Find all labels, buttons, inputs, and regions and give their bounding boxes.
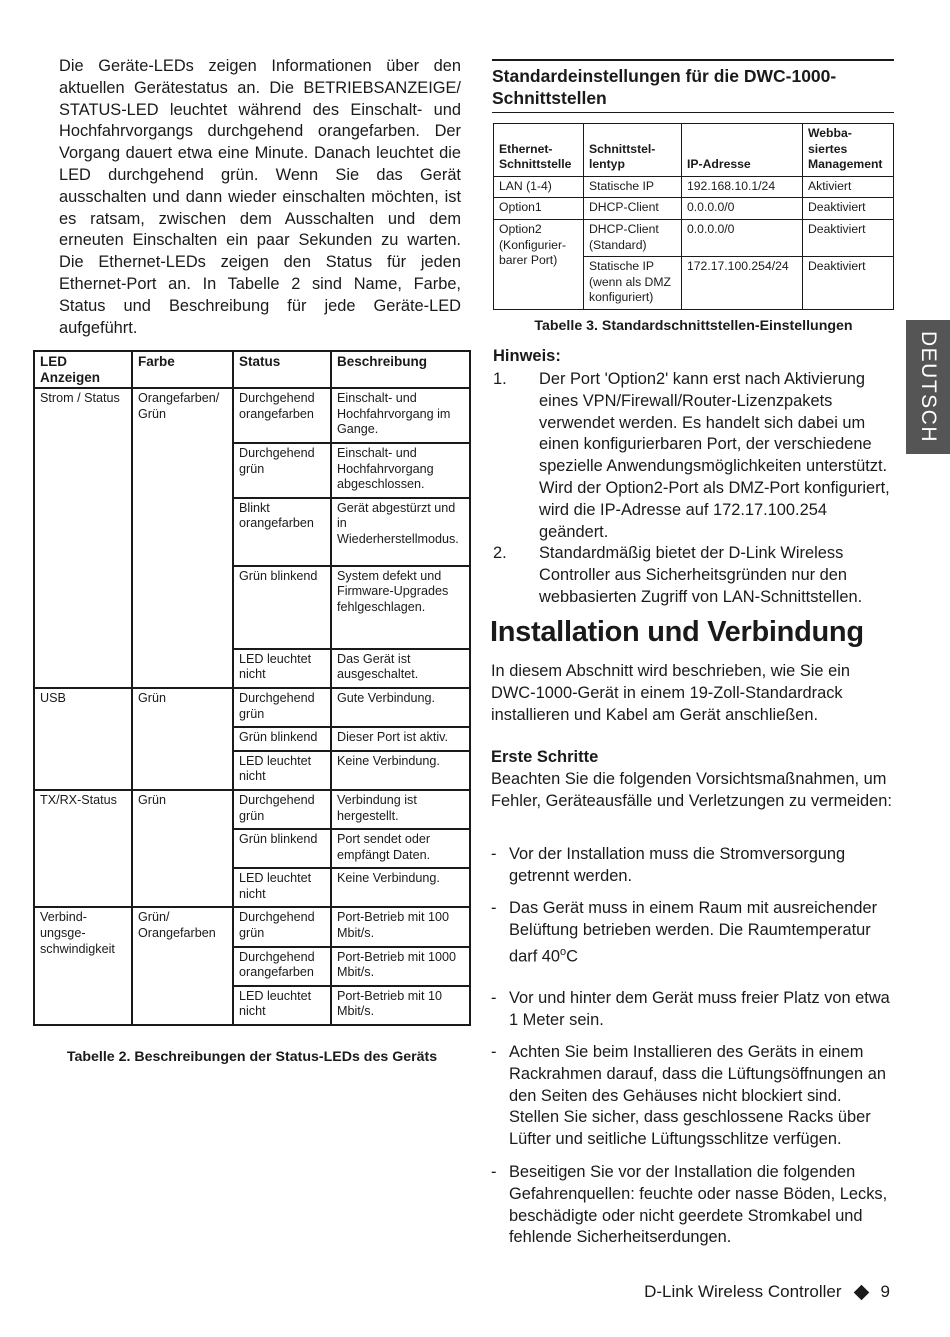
iface-type: DHCP-Client [584, 198, 682, 220]
led-name: Strom / Status [34, 388, 132, 688]
list-text: Vor der Installation muss die Stromversorgung getrennt werden. [509, 845, 846, 885]
table-row [494, 176, 894, 198]
table-row [494, 198, 894, 220]
led-description: System defekt und Firmware-Upgrades fehlgeschlagen. [331, 566, 470, 649]
led-color: Orangefarben/ Grün [132, 388, 233, 688]
list-item: - Das Gerät muss in einem Raum mit ausreichender Belüftung betrieben werden. Die Raumtemperatur darf 40$^o$C [491, 898, 895, 968]
installation-heading: Installation und Verbindung [490, 616, 864, 648]
language-tab-label: DEUTSCH [917, 330, 941, 444]
first-steps-intro: Beachten Sie die folgenden Vorsichtsmaßnahmen, um Fehler, Geräteausfälle und Verletzungen zu vermeiden: [491, 770, 892, 810]
list-item: - Beseitigen Sie vor der Installation die folgenden Gefahrenquellen: feuchte oder nasse Böden, Lecks, beschädigte oder nicht geerdete Stromkabel und fehlende Sicherheitserdungen. [491, 1162, 895, 1249]
table-row [34, 688, 470, 727]
led-description: Einschalt- und Hochfahrvorgang im Gange. [331, 388, 470, 443]
table-header-row [494, 124, 894, 177]
list-text: Standardmäßig bietet der D-Link Wireless Controller aus Sicherheitsgründen nur den webbasierten Zugriff von LAN-Schnittstellen. [539, 544, 863, 606]
led-color: Grün/ Orangefarben [132, 907, 233, 1025]
iface-web: Deaktiviert [803, 219, 894, 256]
iface-name: Option2 (Konfigurier-barer Port) [494, 219, 584, 309]
iface-type: Statische IP [584, 176, 682, 198]
list-item [493, 369, 893, 543]
iface-web: Deaktiviert [803, 257, 894, 310]
table-row [494, 219, 894, 256]
header-type: Schnittstel-lentyp [584, 124, 682, 177]
led-status: Durchgehend grün [233, 907, 331, 946]
page-footer [644, 1282, 890, 1302]
header-web-management: Webba-siertes Management [803, 124, 894, 177]
iface-type: Statische IP (wenn als DMZ konfiguriert) [584, 257, 682, 310]
list-item: - Vor und hinter dem Gerät muss freier Platz von etwa 1 Meter sein. [491, 988, 895, 1032]
led-status: Durchgehend grün [233, 790, 331, 829]
led-status: Grün blinkend [233, 727, 331, 751]
list-text: Der Port 'Option2' kann erst nach Aktivierung eines VPN/Firewall/Router-Lizenzpakets verwendet werden. Es handelt sich dabei um einen konfigurierbaren Port, der verschiedene spezielle Anwendungsmöglichkeiten unterstützt. Wird der Option2-Port als DMZ-Port konfiguriert, wird die IP-Adresse auf 172.17.100.254 geändert. [539, 370, 890, 541]
led-color: Grün [132, 688, 233, 790]
list-number: 1. [493, 370, 507, 388]
led-description: Keine Verbindung. [331, 868, 470, 907]
led-description: Gute Verbindung. [331, 688, 470, 727]
iface-ip: 0.0.0.0/0 [682, 219, 803, 256]
list-item: - Achten Sie beim Installieren des Geräts in einem Rackrahmen darauf, dass die Lüftungsöffnungen an den Seiten des Gehäuses nicht blockiert sind. Stellen Sie sicher, dass geschlossene Racks über Lüfter und seitliche Lüftungsschlitze verfügen. [491, 1042, 895, 1151]
led-name: TX/RX-Status [34, 790, 132, 908]
page-number: 9 [880, 1282, 890, 1301]
degree-superscript: o [560, 945, 567, 958]
led-status: Grün blinkend [233, 566, 331, 649]
iface-ip: 0.0.0.0/0 [682, 198, 803, 220]
header-color: Farbe [132, 351, 233, 388]
list-text: Vor und hinter dem Gerät muss freier Platz von etwa 1 Meter sein. [509, 989, 890, 1029]
led-status: Durchgehend grün [233, 443, 331, 498]
led-description: Einschalt- und Hochfahrvorgang abgeschlossen. [331, 443, 470, 498]
led-status: LED leuchtet nicht [233, 986, 331, 1025]
header-interface: Ethernet-Schnittstelle [494, 124, 584, 177]
table-3-caption: Tabelle 3. Standardschnittstellen-Einstellungen [534, 318, 853, 334]
iface-web: Deaktiviert [803, 198, 894, 220]
table-header-row [34, 351, 470, 388]
iface-web: Aktiviert [803, 176, 894, 198]
section-title: Standardeinstellungen für die DWC-1000-Schnittstellen [492, 59, 894, 113]
table-2-caption: Tabelle 2. Beschreibungen der Status-LEDs des Geräts [66, 1049, 438, 1065]
led-name: USB [34, 688, 132, 790]
table-row [34, 790, 470, 829]
header-led: LED Anzeigen [34, 351, 132, 388]
led-status: Blinkt orangefarben [233, 498, 331, 566]
led-description: Gerät abgestürzt und in Wiederherstellmodus. [331, 498, 470, 566]
led-description: Port-Betrieb mit 100 Mbit/s. [331, 907, 470, 946]
header-status: Status [233, 351, 331, 388]
led-status: LED leuchtet nicht [233, 868, 331, 907]
iface-type: DHCP-Client (Standard) [584, 219, 682, 256]
intro-paragraph: Die Geräte-LEDs zeigen Informationen über den aktuellen Gerätestatus an. Die BETRIEBSANZEIGE/ STATUS-LED leuchtet während des Einschalt- und Hochfahrvorgangs durchgehend orangefarben. Der Vorgang dauert etwa eine Minute. Danach leuchtet die LED durchgehend grün. Wenn Sie das Gerät ausschalten und dann wieder einschalten möchten, ist es ratsam, zwischen dem Ausschalten und dem erneuten Einschalten ein paar Sekunden zu warten. Die Ethernet-LEDs zeigen den Status für jeden Ethernet-Port an. In Tabelle 2 sind Name, Farbe, Status und Beschreibung für jede Geräte-LED aufgeführt. [59, 57, 461, 337]
list-text: Beseitigen Sie vor der Installation die folgenden Gefahrenquellen: feuchte oder nasse Böden, Lecks, beschädigte oder nicht geerdete Stromkabel und fehlende Sicherheitserdungen. [509, 1163, 888, 1247]
led-status: Durchgehend orangefarben [233, 388, 331, 443]
led-status: Durchgehend orangefarben [233, 947, 331, 986]
led-description: Port sendet oder empfängt Daten. [331, 829, 470, 868]
interface-table [493, 123, 894, 310]
temperature-unit: C [566, 947, 578, 966]
note-list [493, 369, 893, 609]
led-status-table [33, 350, 471, 1026]
header-ip: IP-Adresse [682, 124, 803, 177]
led-description: Das Gerät ist ausgeschaltet. [331, 649, 470, 688]
table-row [34, 907, 470, 946]
led-description: Keine Verbindung. [331, 751, 470, 790]
iface-ip: 172.17.100.254/24 [682, 257, 803, 310]
footer-product: D-Link Wireless Controller [644, 1282, 842, 1301]
led-description: Port-Betrieb mit 1000 Mbit/s. [331, 947, 470, 986]
diamond-icon [853, 1284, 869, 1300]
table-row [34, 388, 470, 443]
installation-intro: In diesem Abschnitt wird beschrieben, wie Sie ein DWC-1000-Gerät in einem 19-Zoll-Standardrack installieren und Kabel am Gerät anschließen. [491, 662, 850, 724]
led-description: Port-Betrieb mit 10 Mbit/s. [331, 986, 470, 1025]
led-status: LED leuchtet nicht [233, 649, 331, 688]
led-description: Verbindung ist hergestellt. [331, 790, 470, 829]
led-status: Durchgehend grün [233, 688, 331, 727]
note-title: Hinweis: [493, 347, 561, 365]
led-status: LED leuchtet nicht [233, 751, 331, 790]
iface-ip: 192.168.10.1/24 [682, 176, 803, 198]
led-name: Verbind-ungsge-schwindigkeit [34, 907, 132, 1025]
iface-name: Option1 [494, 198, 584, 220]
list-text: Das Gerät muss in einem Raum mit ausreichender Belüftung betrieben werden. Die Raumtemperatur darf 40$^o$C [509, 899, 878, 966]
led-color: Grün [132, 790, 233, 908]
language-tab [906, 320, 950, 454]
list-item: - Vor der Installation muss die Stromversorgung getrennt werden. [491, 844, 895, 888]
led-status: Grün blinkend [233, 829, 331, 868]
list-number: 2. [493, 544, 507, 563]
header-description: Beschreibung [331, 351, 470, 388]
iface-name: LAN (1-4) [494, 176, 584, 198]
list-text: Achten Sie beim Installieren des Geräts in einem Rackrahmen darauf, dass die Lüftungsöffnungen an den Seiten des Gehäuses nicht blockiert sind. Stellen Sie sicher, dass geschlossene Racks über Lüfter und seitliche Lüftungsschlitze verfügen. [509, 1043, 886, 1149]
first-steps-heading: Erste Schritte [491, 748, 599, 766]
led-description: Dieser Port ist aktiv. [331, 727, 470, 751]
list-item [493, 543, 893, 608]
